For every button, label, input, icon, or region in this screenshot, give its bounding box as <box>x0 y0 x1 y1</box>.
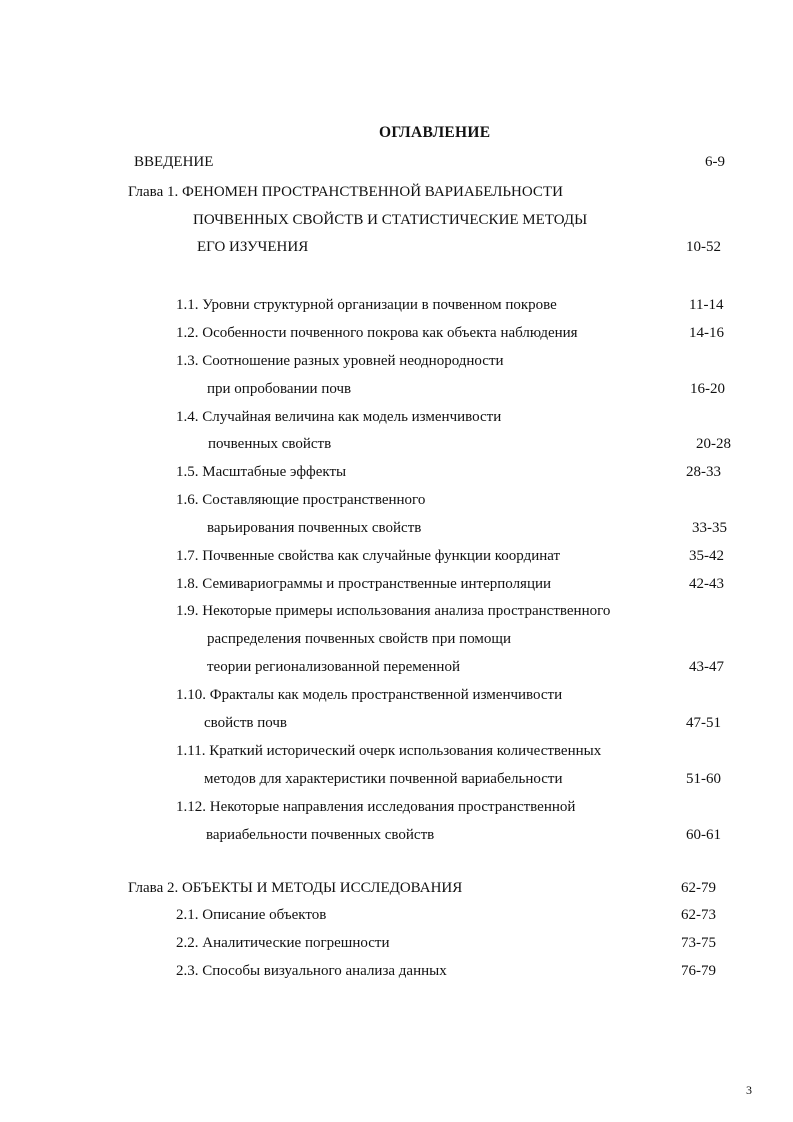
toc-section-1-2-pages: 14-16 <box>689 325 724 341</box>
toc-chapter1-pages: 10-52 <box>686 239 721 255</box>
toc-section-1-10-line1: 1.10. Фракталы как модель пространственной изменчивости <box>176 687 563 703</box>
toc-section-1-1-pages: 11-14 <box>689 297 724 313</box>
toc-section-1-12-line1: 1.12. Некоторые направления исследования пространственной <box>176 799 576 815</box>
toc-section-1-2: 1.2. Особенности почвенного покрова как объекта наблюдения <box>176 325 578 341</box>
toc-section-1-12-pages: 60-61 <box>686 827 721 843</box>
toc-section-1-7: 1.7. Почвенные свойства как случайные функции координат <box>176 548 561 564</box>
page-number: 3 <box>746 1083 752 1097</box>
toc-intro-label: ВВЕДЕНИЕ <box>134 154 214 170</box>
toc-section-1-11-line2: методов для характеристики почвенной вариабельности <box>204 771 563 787</box>
toc-section-1-6-line2: варьирования почвенных свойств <box>207 520 422 536</box>
toc-section-1-9-pages: 43-47 <box>689 659 724 675</box>
toc-chapter2: Глава 2. ОБЪЕКТЫ И МЕТОДЫ ИССЛЕДОВАНИЯ <box>128 880 463 896</box>
toc-section-1-5: 1.5. Масштабные эффекты <box>176 464 347 480</box>
toc-section-1-10-pages: 47-51 <box>686 715 721 731</box>
toc-title: ОГЛАВЛЕНИЕ <box>379 124 491 141</box>
toc-intro-pages: 6-9 <box>705 154 725 170</box>
toc-section-2-3: 2.3. Способы визуального анализа данных <box>176 963 447 979</box>
toc-section-1-11-line1: 1.11. Краткий исторический очерк использования количественных <box>176 743 602 759</box>
toc-chapter2-pages: 62-79 <box>681 880 716 896</box>
toc-section-1-4-pages: 20-28 <box>696 436 731 452</box>
toc-section-1-8: 1.8. Семивариограммы и пространственные интерполяции <box>176 576 552 592</box>
toc-section-2-2-pages: 73-75 <box>681 935 716 951</box>
toc-chapter1-line3: ЕГО ИЗУЧЕНИЯ <box>197 239 309 255</box>
toc-section-2-1: 2.1. Описание объектов <box>176 907 327 923</box>
toc-section-1-8-pages: 42-43 <box>689 576 724 592</box>
toc-section-1-7-pages: 35-42 <box>689 548 724 564</box>
toc-section-1-3-pages: 16-20 <box>690 381 725 397</box>
toc-section-1-12-line2: вариабельности почвенных свойств <box>206 827 435 843</box>
toc-chapter1-line1: Глава 1. ФЕНОМЕН ПРОСТРАНСТВЕННОЙ ВАРИАБЕЛЬНОСТИ <box>128 184 563 200</box>
toc-section-1-11-pages: 51-60 <box>686 771 721 787</box>
toc-chapter1-line2: ПОЧВЕННЫХ СВОЙСТВ И СТАТИСТИЧЕСКИЕ МЕТОДЫ <box>193 212 588 228</box>
toc-section-1-4-line1: 1.4. Случайная величина как модель изменчивости <box>176 409 502 425</box>
toc-section-2-1-pages: 62-73 <box>681 907 716 923</box>
toc-section-1-5-pages: 28-33 <box>686 464 721 480</box>
toc-section-1-10-line2: свойств почв <box>204 715 287 731</box>
toc-section-1-9-line1: 1.9. Некоторые примеры использования анализа пространственного <box>176 603 611 619</box>
toc-section-1-4-line2: почвенных свойств <box>208 436 332 452</box>
toc-section-2-2: 2.2. Аналитические погрешности <box>176 935 390 951</box>
toc-section-1-6-line1: 1.6. Составляющие пространственного <box>176 492 426 508</box>
toc-section-1-9-line3: теории регионализованной переменной <box>207 659 460 675</box>
toc-section-1-1: 1.1. Уровни структурной организации в почвенном покрове <box>176 297 557 313</box>
toc-section-1-3-line1: 1.3. Соотношение разных уровней неоднородности <box>176 353 504 369</box>
toc-section-2-3-pages: 76-79 <box>681 963 716 979</box>
toc-section-1-3-line2: при опробовании почв <box>207 381 352 397</box>
toc-section-1-9-line2: распределения почвенных свойств при помощи <box>207 631 511 647</box>
toc-section-1-6-pages: 33-35 <box>692 520 727 536</box>
